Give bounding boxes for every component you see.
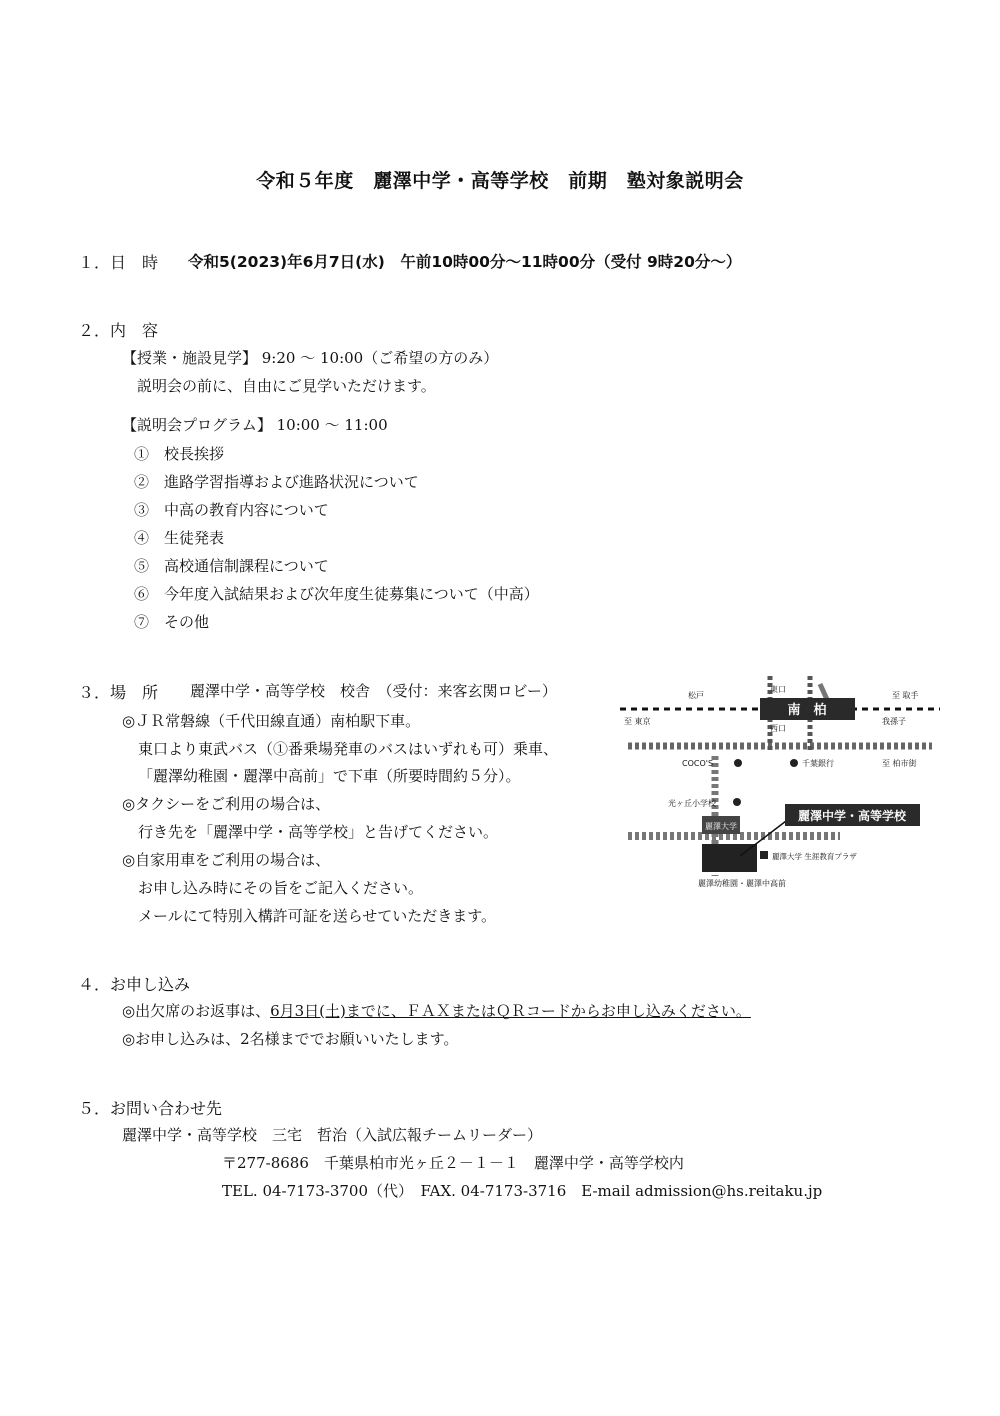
tour-heading: 【授業・施設見学】 9:20 ～ 10:00（ご希望の方のみ） — [122, 349, 499, 367]
program-num: ① — [134, 445, 150, 463]
program-num: ④ — [134, 529, 150, 547]
program-item — [134, 555, 329, 576]
plaza-marker — [760, 851, 768, 859]
event-datetime: 令和5(2023)年6月7日(水) 午前10時00分～11時00分（受付 9時20分～） — [188, 253, 742, 271]
program-item — [134, 527, 224, 548]
cocos-marker — [734, 759, 742, 767]
program-text: 高校通信制課程について — [164, 557, 329, 575]
access-line: メールにて特別入構許可証を送らせていただきます。 — [138, 907, 497, 925]
to-toride-label: 至 取手 — [892, 691, 919, 700]
program-text: 生徒発表 — [164, 529, 225, 547]
access-line: 東口より東武バス（①番乗場発車のバスはいずれも可）乗車、 — [138, 740, 559, 758]
school-grounds — [702, 844, 757, 872]
program-heading: 【説明会プログラム】 10:00 ～ 11:00 — [122, 416, 388, 434]
rsvp-deadline — [122, 1000, 751, 1021]
page-title: 令和５年度 麗澤中学・高等学校 前期 塾対象説明会 — [256, 170, 744, 192]
program-item — [134, 499, 329, 520]
tour-note: 説明会の前に、自由にご見学いただけます。 — [137, 377, 436, 395]
contact-numbers: TEL. 04-7173-3700（代） FAX. 04-7173-3716 E-mail admission@hs.reitaku.jp — [222, 1182, 823, 1200]
section-2-label: ２．内 容 — [78, 321, 159, 340]
to-kashiwa-label: 至 柏市街 — [882, 759, 917, 768]
program-num: ③ — [134, 501, 150, 519]
program-text: 校長挨拶 — [164, 445, 225, 463]
access-line: ◎タクシーをご利用の場合は、 — [122, 795, 331, 813]
program-item — [134, 583, 539, 604]
section-4-label: ４．お申し込み — [78, 975, 191, 994]
program-item — [134, 443, 224, 464]
cocos-label: COCO'S — [682, 759, 714, 768]
elementary-label: 光ヶ丘小学校 — [668, 799, 716, 808]
elementary-marker — [733, 798, 741, 806]
west-exit-label: 西口 — [770, 724, 786, 733]
program-num: ⑤ — [134, 557, 150, 575]
access-line: ◎自家用車をご利用の場合は、 — [122, 851, 331, 869]
section-3-label: ３．場 所 — [78, 683, 159, 702]
access-line: お申し込み時にその旨をご記入ください。 — [138, 879, 424, 897]
plaza-label: 麗澤大学 生涯教育プラザ — [772, 852, 857, 861]
abiko-label: 我孫子 — [882, 717, 906, 726]
school-callout-label: 麗澤中学・高等学校 — [797, 809, 907, 823]
east-exit-label: 東口 — [770, 685, 786, 694]
venue: 麗澤中学・高等学校 校舎 （受付：来客玄関ロビー） — [190, 682, 557, 700]
bank-label: 千葉銀行 — [802, 759, 834, 768]
bank-marker — [790, 759, 798, 767]
rsvp-deadline-prefix: ◎出欠席のお返事は、 — [122, 1002, 271, 1020]
program-num: ② — [134, 473, 150, 491]
program-num: ⑥ — [134, 585, 150, 603]
program-num: ⑦ — [134, 613, 150, 631]
bus-stop-label: 麗澤幼稚園・麗澤中高前 — [698, 879, 786, 888]
rsvp-limit: ◎お申し込みは、2名様まででお願いいたします。 — [122, 1030, 459, 1048]
program-text: 中高の教育内容について — [164, 501, 329, 519]
to-tokyo-label: 至 東京 — [624, 717, 651, 726]
contact-person: 麗澤中学・高等学校 三宅 哲治（入試広報チームリーダー） — [122, 1126, 543, 1144]
station-name: 南 柏 — [787, 703, 827, 718]
access-line: 「麗澤幼稚園・麗澤中高前」で下車（所要時間約５分）。 — [138, 767, 521, 785]
section-5-label: ５．お問い合わせ先 — [78, 1099, 223, 1118]
contact-address: 〒277-8686 千葉県柏市光ヶ丘２－１－１ 麗澤中学・高等学校内 — [222, 1154, 684, 1172]
rsvp-deadline-underlined: 6月3日(土)までに、ＦＡＸまたはＱＲコードからお申し込みください。 — [270, 1002, 751, 1020]
university-label: 麗澤大学 — [705, 822, 737, 831]
program-text: 進路学習指導および進路状況について — [164, 473, 419, 491]
access-line: 行き先を「麗澤中学・高等学校」と告げてください。 — [138, 823, 499, 841]
section-1-label: １．日 時 — [78, 253, 159, 272]
access-map — [620, 676, 940, 892]
program-text: その他 — [164, 613, 210, 631]
program-item — [134, 611, 209, 632]
program-text: 今年度入試結果および次年度生徒募集について（中高） — [164, 585, 539, 603]
program-item — [134, 471, 419, 492]
access-line: ◎ＪＲ常磐線（千代田線直通）南柏駅下車。 — [122, 712, 421, 730]
matsudo-label: 松戸 — [688, 691, 704, 700]
